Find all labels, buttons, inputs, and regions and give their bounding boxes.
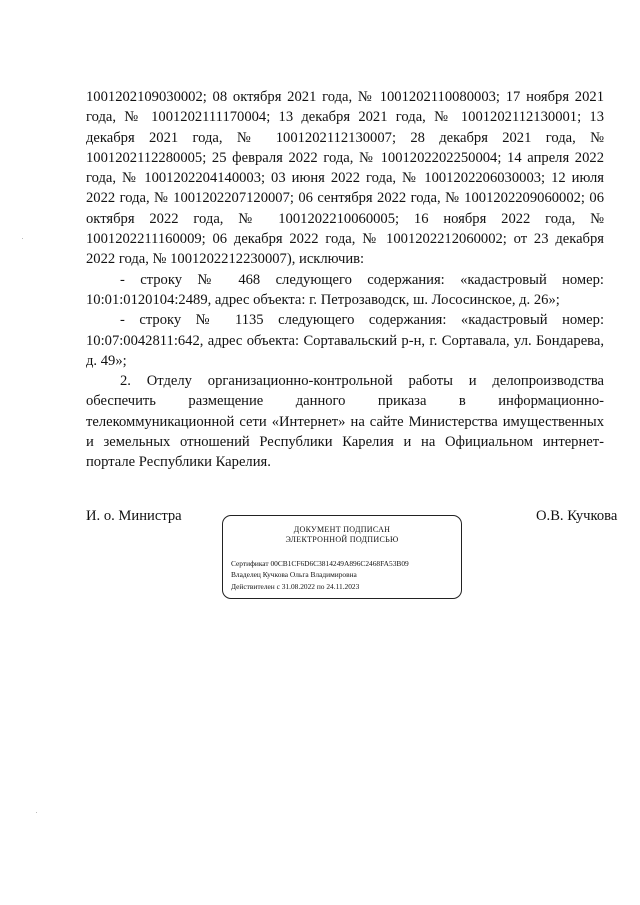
signatory-position: И. о. Министра (86, 508, 182, 524)
stamp-owner: Владелец Кучкова Ольга Владимировна (231, 570, 357, 579)
signatory-name: О.В. Кучкова (536, 508, 618, 524)
stamp-title: ДОКУМЕНТ ПОДПИСАН (293, 525, 391, 534)
paragraph-continuation: 1001202109030002; 08 октября 2021 года, № 1001202110080003; 17 ноября 2021 года, № 1001202111170004; 13 декабря 2021 года, № 1001202112130001; 13 декабря 2021 года, № 1001202112130007; 28 декабря 2021 года, № 1001202112280005; 25 февраля 2022 года, № 1001202202250004; 14 апреля 2022 года, № 1001202204140003; 03 июня 2022 года, № 1001202206030003; 12 июля 2022 года, № 1001202207120007; 06 сентября 2022 года, № 1001202209060002; 06 октября 2022 года, № 1001202210060005; 16 ноября 2022 года, № 1001202211160009; 06 декабря 2022 года, № 1001202212060002; от 23 декабря 2022 года, № 1001202212230007), исключив: (86, 89, 604, 268)
stamp-subtitle: ЭЛЕКТРОННОЙ ПОДПИСЬЮ (285, 535, 399, 544)
stamp-validity: Действителен с 31.08.2022 по 24.11.2023 (231, 582, 360, 591)
paragraph-publication-order: 2. Отделу организационно-контрольной работы и делопроизводства обеспечить размещение данного приказа в информационно-телекоммуникационной сети «Интернет» на сайте Министерства имущественных и земельных отношений Республики Карелия и на Официальном интернет-портале Республики Карелия. (86, 373, 604, 471)
exclusion-item-1135: - строку № 1135 следующего содержания: «кадастровый номер: 10:07:0042811:642, адрес объекта: Сортавальский р-н, г. Сортавала, ул. Бондарева, д. 49»; (86, 312, 604, 369)
electronic-signature-stamp (222, 515, 462, 599)
scan-dot (36, 812, 37, 813)
stamp-certificate: Сертификат 00CB1CF6D6C3814249A896C2468FA53B09 (231, 559, 409, 568)
document-body (86, 87, 604, 473)
scan-dot (22, 238, 23, 239)
exclusion-item-468: - строку № 468 следующего содержания: «кадастровый номер: 10:01:0120104:2489, адрес объекта: г. Петрозаводск, ш. Лососинское, д. 26»; (86, 271, 604, 308)
